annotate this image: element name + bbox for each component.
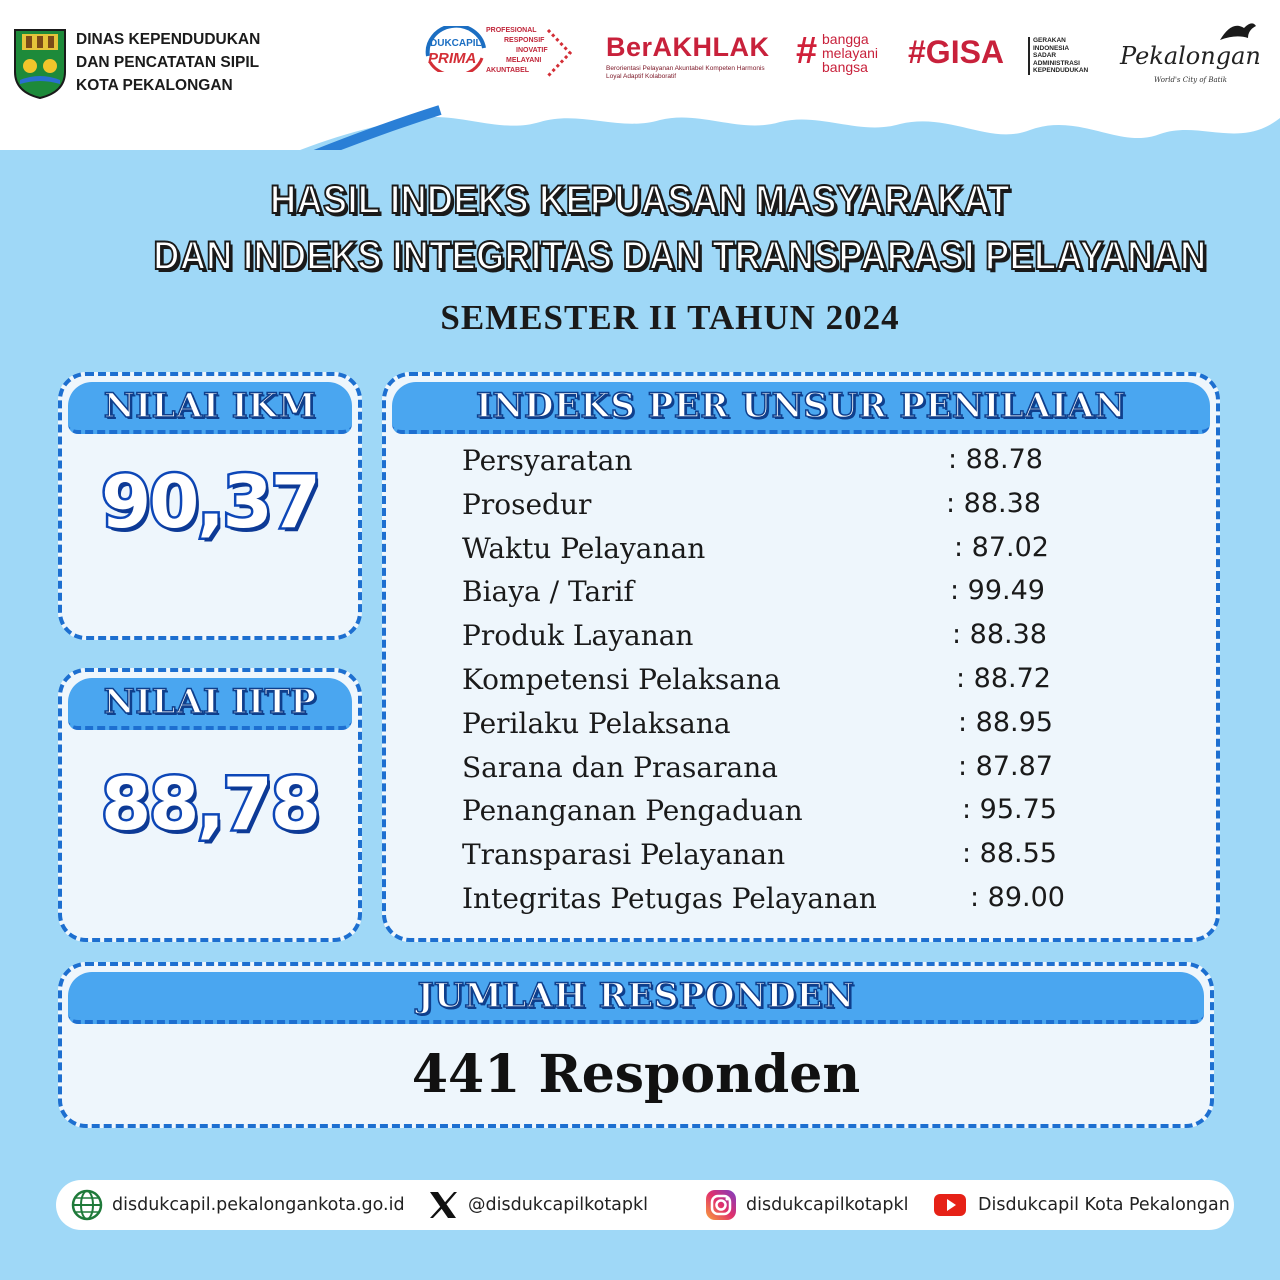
prima-value: INOVATIF (516, 47, 548, 54)
website-link[interactable] (70, 1180, 405, 1230)
unsur-row (462, 532, 1202, 576)
berakhlak-logo (606, 32, 776, 88)
iitp-card (58, 668, 362, 942)
pekalongan-word: Pekalongan (1120, 42, 1261, 70)
pekalongan-city-logo (1118, 18, 1268, 90)
gisa-word: #GISA (908, 34, 1005, 70)
prima-value: RESPONSIF (504, 37, 545, 44)
bangga-hash: # (796, 30, 818, 72)
gisa-logo (908, 34, 1114, 78)
agency-name-line1: DINAS KEPENDUDUKAN (76, 31, 261, 48)
unsur-name: Transparasi Pelayanan (462, 838, 786, 872)
unsur-list (462, 444, 1202, 926)
unsur-row (462, 488, 1202, 532)
gisa-tagline-line: KEPENDUDUKAN (1033, 67, 1089, 74)
subtitle: SEMESTER II TAHUN 2024 (440, 298, 900, 337)
unsur-row (462, 707, 1202, 751)
berakhlak-word: BerAKHLAK (606, 32, 770, 62)
iitp-label: NILAI IITP (103, 682, 317, 722)
responden-label: JUMLAH RESPONDEN (417, 976, 855, 1016)
gisa-tagline-line: SADAR (1033, 52, 1057, 59)
gisa-tagline (1028, 37, 1088, 75)
responden-card-header (68, 972, 1204, 1024)
unsur-name: Persyaratan (462, 444, 633, 477)
bangga-words (822, 32, 878, 74)
youtube-channel: Disdukcapil Kota Pekalongan (978, 1195, 1230, 1215)
unsur-row (462, 663, 1202, 707)
agency-name-line2: DAN PENCATATAN SIPIL (76, 54, 260, 71)
prima-values (486, 26, 548, 76)
dukcapil-prima-logo (424, 22, 574, 82)
prima-main-label: PRIMA (428, 50, 477, 67)
unsur-card-header (392, 382, 1210, 434)
x-handle: @disdukcapilkotapkl (468, 1195, 649, 1215)
prima-value: PROFESIONAL (486, 27, 537, 34)
ikm-card-header (68, 382, 352, 434)
unsur-label: INDEKS PER UNSUR PENILAIAN (475, 386, 1127, 426)
unsur-name: Biaya / Tarif (462, 575, 634, 609)
youtube-link[interactable] (930, 1180, 1230, 1230)
globe-icon (70, 1188, 104, 1222)
main-title-line2: DAN INDEKS INTEGRITAS DAN TRANSPARASI PELAYANAN (153, 234, 1207, 278)
unsur-value: : 95.75 (962, 794, 1057, 826)
ikm-value: 90,37 (101, 460, 319, 544)
prima-value: MELAYANI (506, 57, 542, 64)
gisa-tagline-line: ADMINISTRASI (1033, 59, 1080, 67)
unsur-value: : 88.95 (958, 706, 1053, 738)
agency-name (76, 28, 260, 97)
unsur-value: : 87.02 (954, 531, 1049, 563)
unsur-value: : 88.38 (952, 619, 1047, 651)
unsur-name: Sarana dan Prasarana (462, 750, 778, 784)
gisa-tagline-line: INDONESIA (1033, 44, 1070, 52)
unsur-row (462, 444, 1202, 488)
unsur-card (382, 372, 1220, 942)
unsur-name: Waktu Pelayanan (462, 531, 706, 565)
unsur-row (462, 838, 1202, 882)
pekalongan-tagline: World's City of Batik (1154, 76, 1227, 84)
agency-name-line3: KOTA PEKALONGAN (76, 77, 233, 94)
bangga-word: bangga (822, 31, 869, 47)
unsur-row (462, 619, 1202, 663)
bangga-word: melayani (822, 45, 879, 61)
unsur-row (462, 882, 1202, 926)
iitp-card-header (68, 678, 352, 730)
unsur-value: : 88.55 (962, 838, 1057, 870)
x-link[interactable] (426, 1180, 648, 1230)
youtube-icon (930, 1188, 970, 1222)
ikm-label: NILAI IKM (103, 386, 317, 426)
responden-value: 441 Responden (411, 1044, 861, 1105)
prima-top-label: DUKCAPIL (430, 38, 482, 49)
x-logo-icon (426, 1188, 460, 1222)
instagram-link[interactable] (704, 1180, 909, 1230)
bangga-word: bangsa (822, 59, 868, 75)
main-title-line1: HASIL INDEKS KEPUASAN MASYARAKAT (270, 178, 1010, 222)
unsur-value: : 88.38 (946, 487, 1041, 519)
bangga-melayani-bangsa-logo (796, 30, 900, 78)
unsur-name: Produk Layanan (462, 619, 694, 653)
unsur-name: Kompetensi Pelaksana (462, 662, 781, 696)
iitp-value: 88,78 (101, 762, 319, 846)
website-url: disdukcapil.pekalongankota.go.id (112, 1195, 405, 1215)
responden-card (58, 962, 1214, 1128)
instagram-handle: disdukcapilkotapkl (746, 1195, 909, 1215)
kota-pekalongan-emblem-icon (12, 26, 68, 100)
instagram-icon (704, 1188, 738, 1222)
berakhlak-tagline: Berorientasi Pelayanan Akuntabel Kompeten Harmonis Loyal Adaptif Kolaboratif (606, 65, 765, 80)
gisa-tagline-line: GERAKAN (1033, 37, 1066, 44)
unsur-value: : 88.72 (956, 662, 1051, 694)
unsur-name: Integritas Petugas Pelayanan (462, 881, 877, 915)
unsur-name: Perilaku Pelaksana (462, 706, 731, 740)
unsur-value: : 89.00 (970, 881, 1065, 913)
unsur-value: : 99.49 (950, 575, 1045, 607)
unsur-row (462, 794, 1202, 838)
unsur-row (462, 751, 1202, 795)
unsur-value: : 88.78 (948, 444, 1043, 475)
unsur-row (462, 575, 1202, 619)
unsur-value: : 87.87 (958, 750, 1053, 782)
footer-contacts (56, 1180, 1234, 1230)
ikm-card (58, 372, 362, 640)
prima-chevron-icon (546, 28, 572, 78)
prima-value: AKUNTABEL (486, 67, 530, 74)
unsur-name: Penanganan Pengaduan (462, 794, 803, 828)
unsur-name: Prosedur (462, 487, 592, 521)
